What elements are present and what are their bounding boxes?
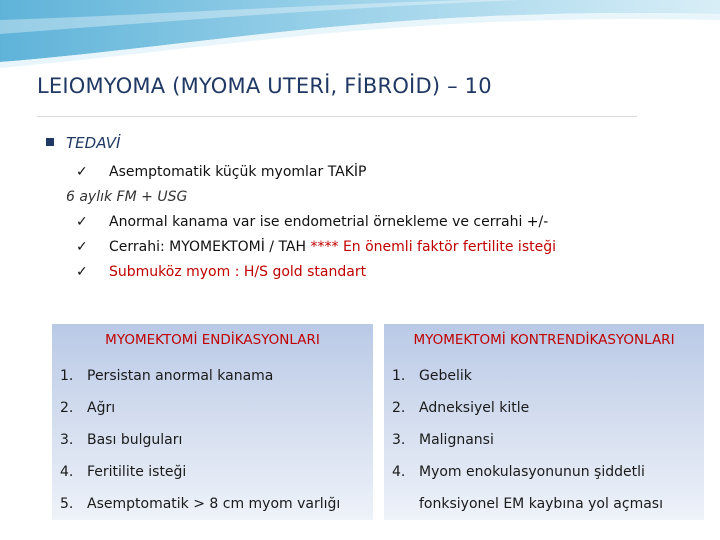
list-item bbox=[392, 424, 663, 456]
list-item bbox=[66, 160, 556, 185]
item-text: Ağrı bbox=[87, 400, 116, 416]
list-item bbox=[392, 456, 663, 488]
item-text: Asemptomatik > 8 cm myom varlığı bbox=[87, 496, 341, 512]
item-text: Adneksiyel kitle bbox=[419, 400, 530, 416]
item-number: 2. bbox=[392, 400, 406, 416]
list-item bbox=[66, 260, 556, 285]
section-heading-text: TEDAVİ bbox=[66, 134, 121, 152]
list-item-text: Anormal kanama var ise endometrial örnekleme ve cerrahi +/- bbox=[109, 214, 549, 230]
indications-panel bbox=[52, 324, 373, 520]
square-bullet-icon bbox=[46, 138, 54, 146]
list-item-highlight: **** En önemli faktör fertilite isteği bbox=[310, 239, 556, 255]
list-item-text: 6 aylık FM + USG bbox=[66, 189, 188, 205]
list-item bbox=[392, 360, 663, 392]
list-item bbox=[66, 210, 556, 235]
indications-list bbox=[60, 360, 340, 520]
item-number: 3. bbox=[60, 432, 74, 448]
list-item bbox=[66, 235, 556, 260]
treatment-list bbox=[66, 160, 556, 285]
check-icon: ✓ bbox=[76, 164, 88, 180]
item-number: 1. bbox=[60, 368, 74, 384]
list-item bbox=[60, 488, 340, 520]
contraindications-list bbox=[392, 360, 663, 520]
check-icon: ✓ bbox=[76, 214, 88, 230]
list-item bbox=[392, 392, 663, 424]
contraindications-heading: MYOMEKTOMİ KONTRENDİKASYONLARI bbox=[413, 332, 675, 348]
item-text: Myom enokulasyonunun şiddetli bbox=[419, 464, 645, 480]
list-item-continuation: fonksiyonel EM kaybına yol açması bbox=[419, 496, 663, 512]
decorative-top-wave bbox=[0, 0, 720, 80]
title-divider bbox=[37, 116, 637, 117]
list-item-text: Cerrahi: MYOMEKTOMİ / TAH bbox=[109, 239, 307, 255]
check-icon: ✓ bbox=[76, 239, 88, 255]
list-item bbox=[66, 185, 556, 210]
item-number: 5. bbox=[60, 496, 74, 512]
item-text: Bası bulguları bbox=[87, 432, 183, 448]
list-item bbox=[60, 392, 340, 424]
item-number: 4. bbox=[60, 464, 74, 480]
check-icon: ✓ bbox=[76, 264, 88, 280]
list-item bbox=[60, 424, 340, 456]
item-number: 2. bbox=[60, 400, 74, 416]
section-heading bbox=[46, 134, 120, 152]
item-number: 1. bbox=[392, 368, 406, 384]
item-number: 4. bbox=[392, 464, 406, 480]
list-item bbox=[60, 360, 340, 392]
item-text: Gebelik bbox=[419, 368, 472, 384]
list-item-text: Asemptomatik küçük myomlar TAKİP bbox=[109, 164, 367, 180]
indications-heading: MYOMEKTOMİ ENDİKASYONLARI bbox=[105, 332, 320, 348]
item-number: 3. bbox=[392, 432, 406, 448]
contraindications-panel bbox=[384, 324, 704, 520]
item-text: Malignansi bbox=[419, 432, 494, 448]
item-text: Persistan anormal kanama bbox=[87, 368, 274, 384]
list-item-highlight: Submuköz myom : H/S gold standart bbox=[109, 264, 367, 280]
list-item bbox=[60, 456, 340, 488]
item-text: Feritilite isteği bbox=[87, 464, 187, 480]
slide-title: LEIOMYOMA (MYOMA UTERİ, FİBROİD) – 10 bbox=[37, 74, 492, 98]
